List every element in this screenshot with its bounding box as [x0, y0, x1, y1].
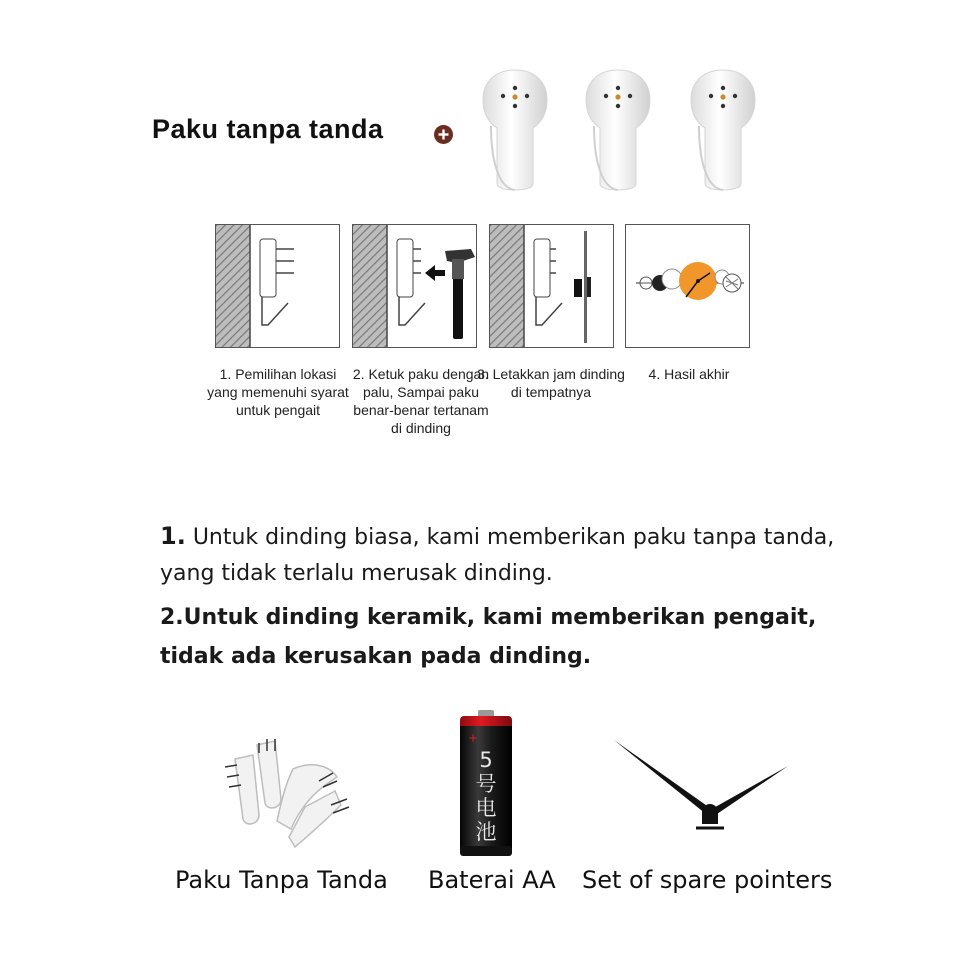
spare-clock-hands-image [606, 736, 796, 836]
step-1-diagram [215, 224, 340, 348]
item-label-battery: Baterai AA [428, 866, 556, 894]
step-1-caption: 1. Pemilihan lokasi yang memenuhi syarat untuk pengait [207, 366, 349, 418]
step-2-caption: 2. Ketuk paku dengan palu, Sampai paku benar-benar tertanam di dinding [352, 366, 490, 436]
plus-circle-icon [434, 125, 453, 144]
note-line-1-continued: yang tidak terlalu merusak dinding. [160, 561, 553, 586]
battery-label: 5号电池 [475, 748, 497, 844]
note-line-1 [160, 522, 834, 550]
page-title: Paku tanpa tanda [152, 114, 384, 144]
step-3-caption: 3. Letakkan jam dinding di tempatnya [477, 366, 625, 400]
note-line-2-continued: tidak ada kerusakan pada dinding. [160, 644, 592, 669]
svg-text:+: + [468, 731, 479, 745]
wall-hook-image [580, 66, 656, 196]
nail-hooks-image [215, 725, 360, 855]
wall-hook-image [685, 66, 761, 196]
step-4-diagram [625, 224, 750, 348]
step-4-caption: 4. Hasil akhir [648, 366, 730, 382]
item-label-nails: Paku Tanpa Tanda [175, 866, 388, 894]
wall-hook-image [477, 66, 553, 196]
step-2-diagram [352, 224, 477, 348]
item-label-pointers: Set of spare pointers [582, 866, 833, 894]
note-line-1-text: Untuk dinding biasa, kami memberikan paku tanpa tanda, [185, 525, 835, 550]
step-3-diagram [489, 224, 614, 348]
note-line-1-number: 1. [160, 522, 186, 550]
note-line-2: 2.Untuk dinding keramik, kami memberikan pengait, [160, 605, 817, 630]
